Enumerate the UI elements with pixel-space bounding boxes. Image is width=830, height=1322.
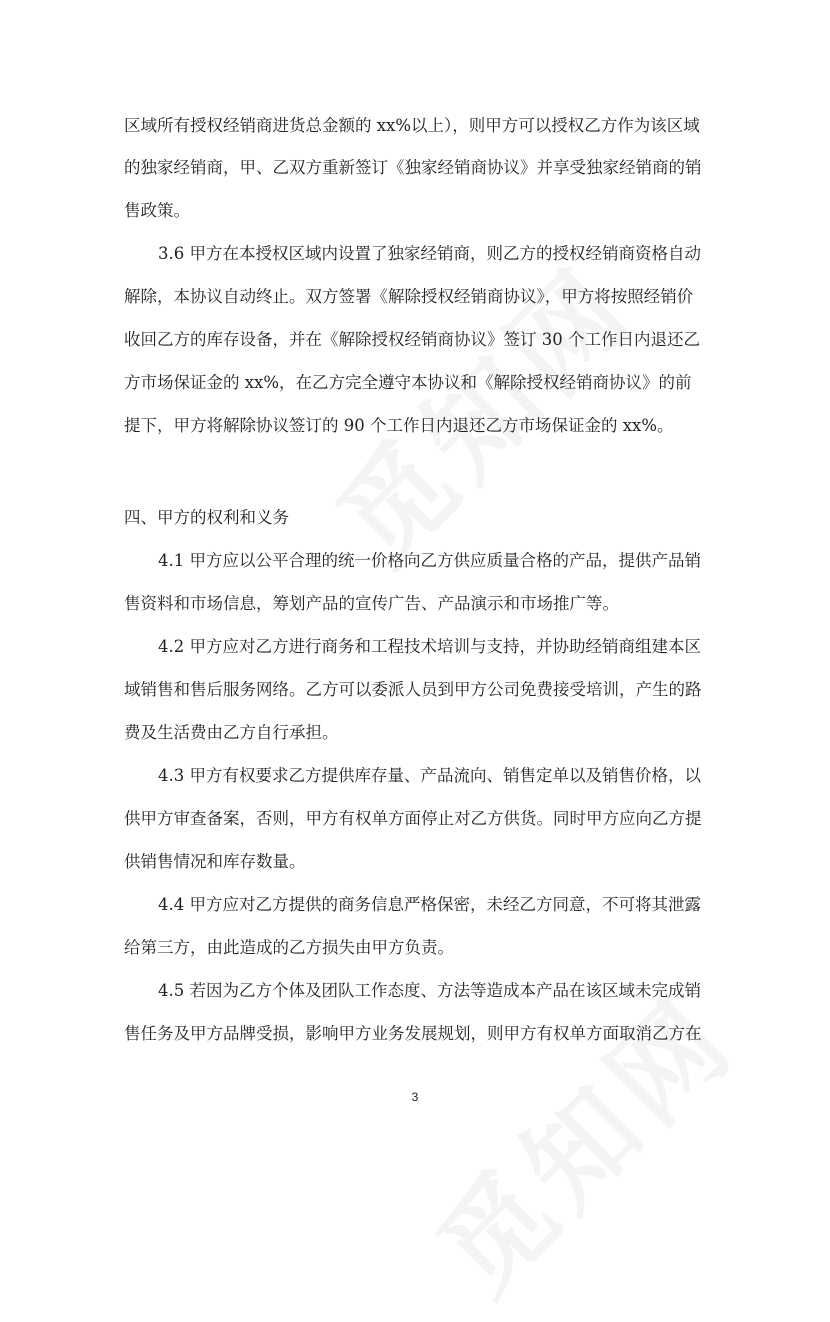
paragraph-line: 区域所有授权经销商进货总金额的 xx%以上），则甲方可以授权乙方作为该区域: [124, 116, 700, 135]
paragraph-line: 提下，甲方将解除协议签订的 90 个工作日内退还乙方市场保证金的 xx%。: [124, 416, 674, 435]
paragraph-line: 售资料和市场信息，筹划产品的宣传广告、产品演示和市场推广等。: [124, 594, 619, 613]
paragraph-line: 收回乙方的库存设备，并在《解除授权经销商协议》签订 30 个工作日内退还乙: [124, 330, 700, 349]
paragraph-line: 给第三方，由此造成的乙方损失由甲方负责。: [124, 938, 454, 957]
paragraph-line: 3.6 甲方在本授权区域内设置了独家经销商，则乙方的授权经销商资格自动: [158, 244, 701, 263]
paragraph-line: 供销售情况和库存数量。: [124, 852, 306, 871]
paragraph-line: 4.5 若因为乙方个体及团队工作态度、方法等造成本产品在该区域未完成销: [158, 981, 701, 1000]
watermark-bottom: [397, 956, 763, 1322]
paragraph-line: 4.3 甲方有权要求乙方提供库存量、产品流向、销售定单以及销售价格，以: [158, 766, 701, 785]
paragraph-line: 供甲方审查备案，否则，甲方有权单方面停止对乙方供货。同时甲方应向乙方提: [124, 809, 702, 828]
paragraph-line: 方市场保证金的 xx%，在乙方完全遵守本协议和《解除授权经销商协议》的前: [124, 373, 692, 392]
paragraph-line: 的独家经销商，甲、乙双方重新签订《独家经销商协议》并享受独家经销商的销: [124, 158, 702, 177]
page-number: 3: [411, 1090, 419, 1104]
paragraph-line: 4.1 甲方应以公平合理的统一价格向乙方供应质量合格的产品，提供产品销: [158, 551, 701, 570]
paragraph-line: 费及生活费由乙方自行承担。: [124, 723, 339, 742]
section-heading: 四、甲方的权利和义务: [124, 508, 289, 527]
watermark: [297, 226, 663, 592]
paragraph-line: 解除，本协议自动终止。双方签署《解除授权经销商协议》，甲方将按照经销价: [124, 287, 694, 306]
paragraph-line: 4.4 甲方应对乙方提供的商务信息严格保密，未经乙方同意，不可将其泄露: [158, 895, 701, 914]
paragraph-line: 售政策。: [124, 201, 190, 220]
paragraph-line: 域销售和售后服务网络。乙方可以委派人员到甲方公司免费接受培训，产生的路: [124, 680, 702, 699]
paragraph-line: 售任务及甲方品牌受损，影响甲方业务发展规划，则甲方有权单方面取消乙方在: [124, 1024, 702, 1043]
paragraph-line: 4.2 甲方应对乙方进行商务和工程技术培训与支持，并协助经销商组建本区: [158, 637, 701, 656]
